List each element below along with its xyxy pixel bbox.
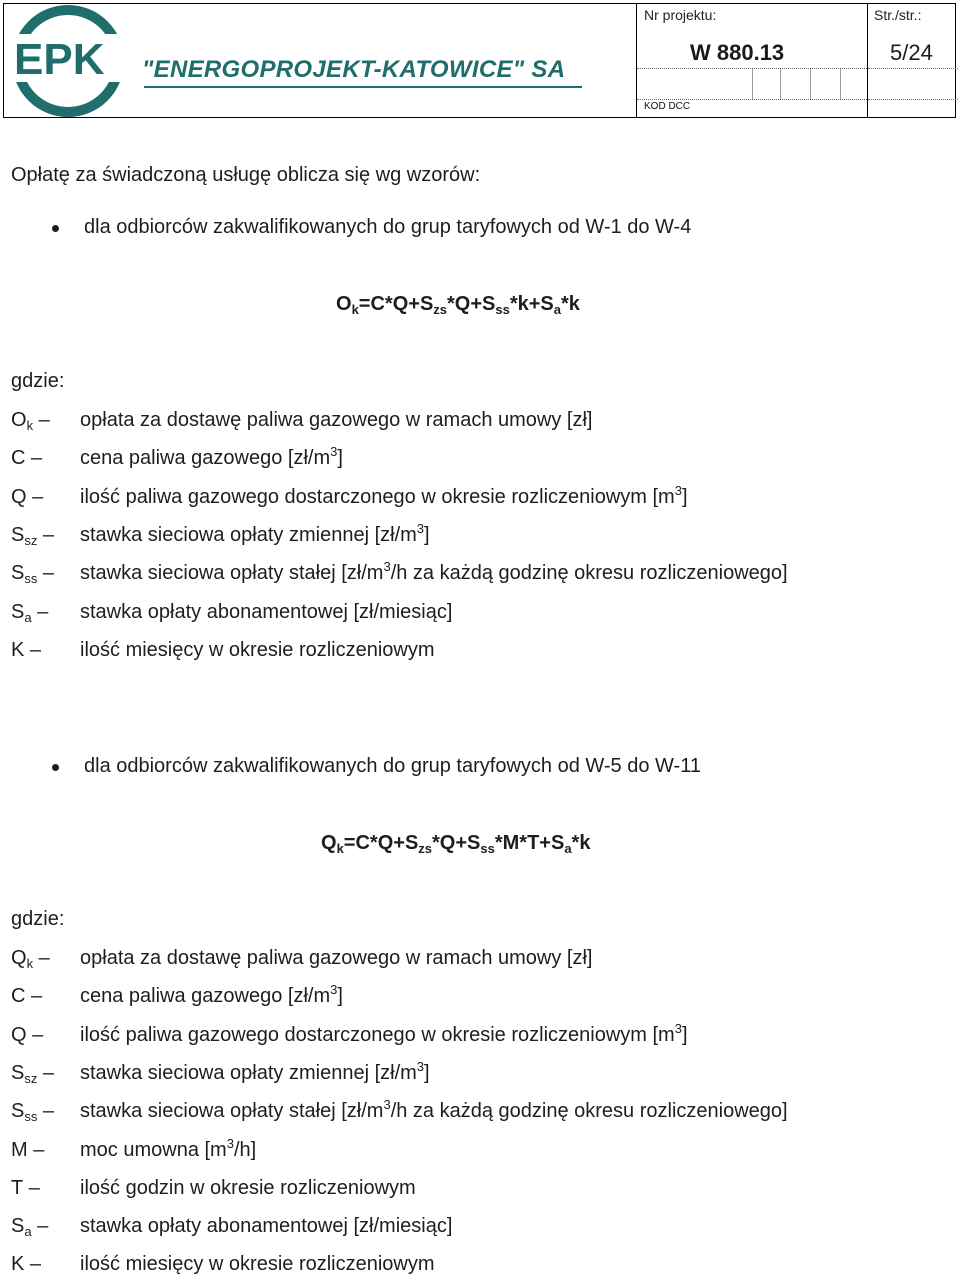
intro-text: Opłatę za świadczoną usługę oblicza się wg wzorów: bbox=[11, 164, 481, 186]
definition-text: stawka opłaty abonamentowej [zł/miesiąc] bbox=[80, 1215, 453, 1238]
definition-symbol: Q – bbox=[11, 1023, 44, 1046]
page-label: Str./str.: bbox=[874, 7, 922, 23]
definition-symbol: K – bbox=[11, 1253, 42, 1276]
definition-symbol: $S_a$ – bbox=[11, 600, 49, 625]
header-divider bbox=[867, 4, 868, 117]
document-header bbox=[3, 3, 956, 118]
section1-bullet-text: dla odbiorców zakwalifikowanych do grup taryfowych od W-1 do W-4 bbox=[84, 216, 692, 238]
kod-label: KOD DCC bbox=[644, 101, 691, 112]
definition-text: stawka sieciowa opłaty stałej [$zł/m^3/h$ za każdą godzinę okresu rozliczeniowego] bbox=[80, 1097, 788, 1123]
logo-text: EPK bbox=[14, 35, 105, 84]
company-name: "ENERGOPROJEKT-KATOWICE" SA bbox=[142, 56, 566, 83]
page-number: 5/24 bbox=[890, 40, 933, 65]
section1-where: gdzie: bbox=[11, 370, 65, 392]
definition-symbol: $S_{sz}$ – bbox=[11, 1061, 55, 1086]
definition-text: stawka sieciowa opłaty stałej [$zł/m^3/h$ za każdą godzinę okresu rozliczeniowego] bbox=[80, 559, 788, 585]
section2-formula: $Q_k=C*Q+S_{zs}*Q+S_{ss}*M*T+S_a*k$ bbox=[321, 832, 591, 856]
definition-text: ilość paliwa gazowego dostarczonego w okresie rozliczeniowym $[m^3]$ bbox=[80, 1020, 688, 1046]
kod-cell bbox=[780, 69, 809, 99]
definition-symbol: $S_a$ – bbox=[11, 1215, 49, 1240]
section2-bullet-text: dla odbiorców zakwalifikowanych do grup taryfowych od W-5 do W-11 bbox=[84, 755, 701, 777]
definition-text: stawka sieciowa opłaty zmiennej $[zł/m^3]$ bbox=[80, 1058, 430, 1084]
definition-text: ilość godzin w okresie rozliczeniowym bbox=[80, 1176, 416, 1199]
definition-symbol: $S_{ss}$ – bbox=[11, 1100, 55, 1125]
kod-cell bbox=[752, 69, 781, 99]
definition-symbol: $S_{ss}$ – bbox=[11, 562, 55, 587]
dotted-separator bbox=[868, 99, 958, 100]
dotted-separator bbox=[637, 99, 867, 100]
definition-text: cena paliwa gazowego $[zł/m^3]$ bbox=[80, 982, 343, 1008]
section2-where: gdzie: bbox=[11, 908, 65, 930]
definition-text: moc umowna $[m^3/h]$ bbox=[80, 1135, 257, 1161]
definition-text: opłata za dostawę paliwa gazowego w ramach umowy [zł] bbox=[80, 947, 593, 969]
epk-logo-icon bbox=[10, 4, 128, 117]
project-number: W 880.13 bbox=[690, 40, 785, 65]
bullet-icon bbox=[52, 764, 59, 771]
definition-text: stawka sieciowa opłaty zmiennej $[zł/m^3]$ bbox=[80, 520, 430, 546]
definition-symbol: $O_k$ – bbox=[11, 409, 50, 433]
definition-symbol: Q – bbox=[11, 485, 44, 508]
definition-symbol: $S_{sz}$ – bbox=[11, 523, 55, 548]
kod-cell bbox=[810, 69, 839, 99]
definition-symbol: $Q_k$ – bbox=[11, 947, 50, 971]
section1-formula: $O_k=C*Q+S_{zs}*Q+S_{ss}*k+S_a*k$ bbox=[336, 293, 580, 317]
definition-text: ilość paliwa gazowego dostarczonego w okresie rozliczeniowym $[m^3]$ bbox=[80, 482, 688, 508]
bullet-icon bbox=[52, 225, 59, 232]
definition-text: stawka opłaty abonamentowej [zł/miesiąc] bbox=[80, 600, 453, 623]
project-label: Nr projektu: bbox=[644, 7, 717, 23]
definition-text: ilość miesięcy w okresie rozliczeniowym bbox=[80, 638, 435, 661]
definition-symbol: C – bbox=[11, 985, 43, 1008]
definition-text: opłata za dostawę paliwa gazowego w ramach umowy [zł] bbox=[80, 409, 593, 431]
kod-cell bbox=[840, 69, 869, 99]
definition-text: ilość miesięcy w okresie rozliczeniowym bbox=[80, 1253, 435, 1276]
definition-symbol: T – bbox=[11, 1176, 40, 1199]
dotted-separator bbox=[868, 68, 958, 69]
header-divider bbox=[636, 4, 637, 117]
definition-symbol: C – bbox=[11, 447, 43, 470]
company-underline bbox=[144, 86, 582, 88]
definition-text: cena paliwa gazowego $[zł/m^3]$ bbox=[80, 444, 343, 470]
definition-symbol: M – bbox=[11, 1138, 45, 1161]
definition-symbol: K – bbox=[11, 638, 42, 661]
